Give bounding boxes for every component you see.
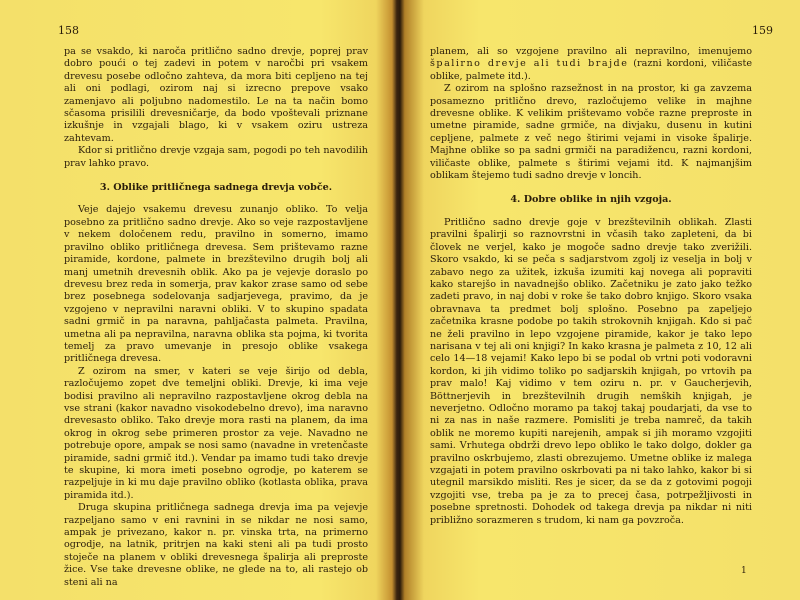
intro-start: planem, ali so vzgojene pravilno ali nepravilno, imenujemo — [430, 46, 752, 57]
section-heading-3: 3. Oblike pritličnega sadnega drevja vobče. — [99, 182, 333, 194]
paragraph: pa se vsakdo, ki naroča pritlično sadno drevje, poprej prav dobro poući o tej zadevi in potem v naročbi pri vsakem drevesu posebe odločno zahteva, da mora biti cepljeno na tej ali oni podlagi, ozirom naj si izrecno prepove vsako zamenjavo ali poljubno nadomestilo. Le na ta način bomo sčasoma prisilili drevesničarje, da bodo vpoštevali priznane izkušnje in vzgajali blago, ki v vsakem oziru ustreza zahtevam. — [64, 46, 368, 144]
paragraph: Z ozirom na splošno razsežnost in na prostor, ki ga zavzema posamezno pritlično drevo, razločujemo velike in majhne drevesne oblike. K velikim prištevamo vobče razne preproste in umetne piramide, sadne grmiče, na divjaku, dusenu in kutini cepljene, palmete z več nego štirimi vejami in visoke špalirje. Majhne oblike so pa sadni grmiči na paradižencu, razni kordoni, viličaste oblike, palmete s štirimi vejami itd. K najmanjšim oblikam štejemo tudi sadno drevje v loncih. — [430, 83, 752, 182]
right-page-text — [430, 46, 752, 527]
spaced-term: špalirno drevje ali tudi brajde — [430, 58, 629, 70]
footer-mark: 1 — [741, 566, 747, 576]
paragraph: Pritlično sadno drevje goje v brezštevilnih oblikah. Zlasti pravilni špalirji so raznovrstni in včasih tako zapleteni, da bi človek ne verjel, kako je mogoče sadno drevje tako zverižili. Skoro vsakdo, ki se peča s sadjarstvom zgolj iz veselja in bolj v zabavo nego za užitek, izkuša izumiti kaj novega ali popraviti kako starejšo in navadnejšo obliko. Začetniku je zato jako težko zadeti pravo, in naj dobi v roke še tako dobro knjigo. Skoro vsaka obravnava ta predmet bolj splošno. Posebno pa zapeljejo začetnika krasne podobe po takih strokovnih knjigah. Kdo si pač ne želi pravilno in lepo vzgojene piramide, kakor je tako lepo narisana v tej ali oni knjigi? In kako krasna je palmeta z 10, 12 ali celo 14—18 vejami! Kako lepo bi se podal ob vrtni poti vodoravni kordon, ki jih vidimo toliko po sadjarskih knjigah, po vrtovih pa prav malo! Kaj vidimo v tem oziru n. pr. v Gaucherjevih, Böttnerjevih in brezštevilnih drugih nemških knjigah, je neverjetno. Odločno moramo pa takoj takaj poudarjati, da vse to ni za nas in naše razmere. Pomisliti je treba namreč, da takih oblik ne moremo kupiti narejenih, ampak si jih moramo vzgojiti sami. Vrhutega obdrži drevo lepo obliko le tako dolgo, dokler ga pravilno oskrbujemo, zlasti obrezujemo. Umetne oblike iz malega vzgajati in potem pravilno oskrbovati pa ni tako lahko, kakor bi si utegnil marsikdo misliti. Res je sicer, da se da z gotovimi pogoji vzgojiti vse, treba pa je za to precej časa, potrpežljivosti in posebne spretnosti. Dohodek od takega drevja pa nikdar ni niti približno sorazmeren s trudom, ki nam ga povzroča. — [430, 216, 752, 526]
paragraph: Veje dajejo vsakemu drevesu zunanjo obliko. To velja posebno za pritlično sadno drevje. Ako so veje razpostavljene v nekem določenem redu, pravilno in somerno, imamo pravilno obliko pritličnega drevesa. Sem prištevamo razne piramide, kordone, palmete in brezštevilno drugih bolj ali manj umetnih drevesnih oblik. Ako pa je vejevje doraslo po drevesu brez reda in somerja, prav kakor zrase samo od sebe brez posebnega sodelovanja sadjarjevega, pravimo, da je vzgojeno v nepravilni naravni obliki. V to skupino spadata sadni grmič in pa naravna, pahljačasta palmeta. Pravilna, umetna ali pa nepravilna, naravna oblika sta pojma, ki tvorita temelj za pravo umevanje in presojo oblike vsakega pritličnega drevesa. — [64, 204, 368, 365]
paragraph: Kdor si pritlično drevje vzgaja sam, pogodi po teh navodilih prav lahko pravo. — [64, 145, 368, 169]
right-page — [404, 0, 800, 600]
section-heading-4: 4. Dobre oblike in njih vzgoja. — [510, 194, 672, 206]
page-number-left: 158 — [58, 24, 79, 37]
left-page — [0, 0, 392, 600]
paragraph — [430, 46, 752, 83]
intro-end: (razni kordoni, viličaste oblike, palmete itd.). — [430, 58, 752, 82]
page-number-right: 159 — [752, 24, 773, 37]
paragraph: Z ozirom na smer, v kateri se veje širijo od debla, razločujemo zopet dve temeljni obliki. Drevje, ki ima veje bodisi pravilno ali nepravilno razpostavljene okrog debla na vse strani (kakor navadno visokodebelno drevo), ima naravno drevesasto obliko. Tako drevje mora rasti na planem, da ima okrog in okrog sebe primeren prostor za veje. Navadno ne potrebuje opore, ampak se nosi samo (navadne in vretenčaste piramide, sadni grmič itd.). Vendar pa imamo tudi tako drevje te skupine, ki mora imeti posebno ogrodje, po katerem se razpeljuje in ki mu daje pravilno obliko (kotlasta oblika, prava piramida itd.). — [64, 365, 368, 501]
paragraph: Druga skupina pritličnega sadnega drevja ima pa vejevje razpeljano samo v eni ravnini in se nikdar ne nosi samo, ampak je privezano, kakor n. pr. vinska trta, na primerno ogrodje, na latnik, pritrjen na kaki steni ali pa tudi prosto stoječe na planem v obliki drevesnega špalirja ali preproste žice. Vse take drevesne oblike, ne glede na to, ali rastejo ob steni ali na — [64, 502, 368, 588]
left-page-text — [64, 46, 368, 589]
